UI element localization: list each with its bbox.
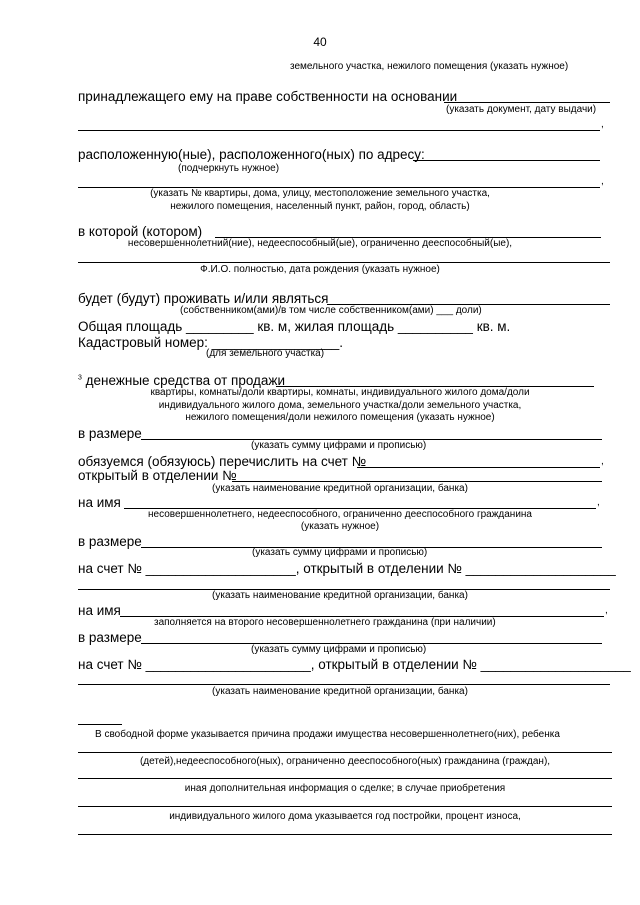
bank-note-3: (указать наименование кредитной организации, банка) (212, 686, 468, 697)
bank-field-3[interactable] (78, 684, 610, 685)
amount-note: (указать сумму цифрами и прописью) (251, 440, 427, 451)
comma: , (601, 176, 604, 187)
underline-instruction-note: (подчеркнуть нужное) (178, 163, 280, 174)
amount-note-3: (указать сумму цифрами и прописью) (251, 644, 427, 655)
area-line: Общая площадь _________ кв. м, жилая площадь __________ кв. м. (78, 319, 511, 334)
transfer-account-field[interactable] (357, 467, 600, 468)
footnote-mark: 3 (78, 374, 82, 382)
comma: , (605, 605, 608, 616)
second-minor-note: заполняется на второго несовершеннолетнего гражданина (при наличии) (154, 617, 496, 628)
ownership-basis-field-2[interactable] (78, 130, 600, 131)
sale-object-note-2: индивидуального жилого дома, земельного участка/доли земельного участка, (158, 400, 522, 411)
ownership-basis-note: (указать документ, дату выдачи) (446, 104, 597, 115)
address-note-1: (указать № квартиры, дома, улицу, местоположение земельного участка, (150, 188, 490, 199)
comma: , (601, 119, 604, 130)
comma: , (601, 456, 604, 467)
account-line-2: на счет № ____________________, открытый в отделении № ____________________ (78, 561, 616, 576)
ownership-basis-field[interactable] (444, 102, 610, 103)
address-note-2: нежилого помещения, населенный пункт, район, город, область) (170, 201, 470, 212)
cadastral-number-line: Кадастровый номер: _________________. (78, 335, 344, 350)
opened-branch-field[interactable] (232, 481, 602, 482)
footnote-rule-3 (78, 806, 612, 807)
sale-object-note-3: нежилого помещения/доли нежилого помещения (указать нужное) (185, 412, 495, 423)
in-which-label: в которой (котором) (78, 224, 203, 239)
footnote-line-2: (детей),недееспособного(ных), ограниченно дееспособного(ных) гражданина (граждан), (139, 756, 551, 767)
footnote-rule-4 (78, 834, 612, 835)
header-note: земельного участка, нежилого помещения (указать нужное) (290, 61, 569, 72)
bank-note-2: (указать наименование кредитной организации, банка) (212, 590, 468, 601)
name-label-2: на имя (78, 603, 121, 618)
amount-note-2: (указать сумму цифрами и прописью) (252, 547, 428, 558)
amount-label: в размере (78, 426, 142, 441)
footnote-line-3: иная дополнительная информация о сделке; в случае приобретения (184, 783, 506, 794)
comma: , (597, 497, 600, 508)
full-name-field[interactable] (78, 262, 610, 263)
footnote-rule-2 (78, 778, 612, 779)
amount-label-3: в размере (78, 630, 142, 645)
residence-label: будет (будут) проживать и/или являться (78, 291, 329, 306)
sale-object-note-1: квартиры, комнаты/доли квартиры, комнаты, индивидуального жилого дома/доли (150, 387, 530, 398)
cadastral-note: (для земельного участка) (206, 348, 325, 359)
full-name-note: Ф.И.О. полностью, дата рождения (указать нужное) (200, 264, 440, 275)
name-note-2: (указать нужное) (300, 521, 380, 532)
address-field[interactable] (413, 160, 600, 161)
ownership-share-note: (собственником(ами)/в том числе собственником(ами) ___ доли) (180, 305, 482, 316)
name-label: на имя (78, 495, 121, 510)
footnote-separator (78, 724, 122, 725)
footnote-line-1: В свободной форме указывается причина продажи имущества несовершеннолетнего(них), ребенка (95, 729, 560, 740)
ownership-basis-label: принадлежащего ему на праве собственности на основании (78, 89, 458, 104)
minor-status-note: несовершеннолетний(ние), недееспособный(ые), ограниченно дееспособный(ые), (127, 238, 513, 249)
sale-proceeds-text: денежные средства от продажи (85, 373, 286, 388)
bank-note: (указать наименование кредитной организации, банка) (212, 483, 468, 494)
address-label: расположенную(ные), расположенного(ных) по адресу: (78, 147, 425, 162)
footnote-rule-1 (78, 752, 612, 753)
transfer-account-label: обязуемся (обязуюсь) перечислить на счет № (78, 454, 367, 469)
sale-proceeds-label (78, 374, 285, 388)
amount-label-2: в размере (78, 534, 142, 549)
account-line-3: на счет № ______________________, открытый в отделении № ____________________ (78, 657, 631, 672)
page-number: 40 (313, 35, 327, 49)
footnote-line-4: индивидуального жилого дома указывается год постройки, процент износа, (169, 811, 521, 822)
name-note-1: несовершеннолетнего, недееспособного, ограниченно дееспособного гражданина (148, 509, 532, 520)
opened-branch-label: открытый в отделении № (78, 468, 237, 483)
